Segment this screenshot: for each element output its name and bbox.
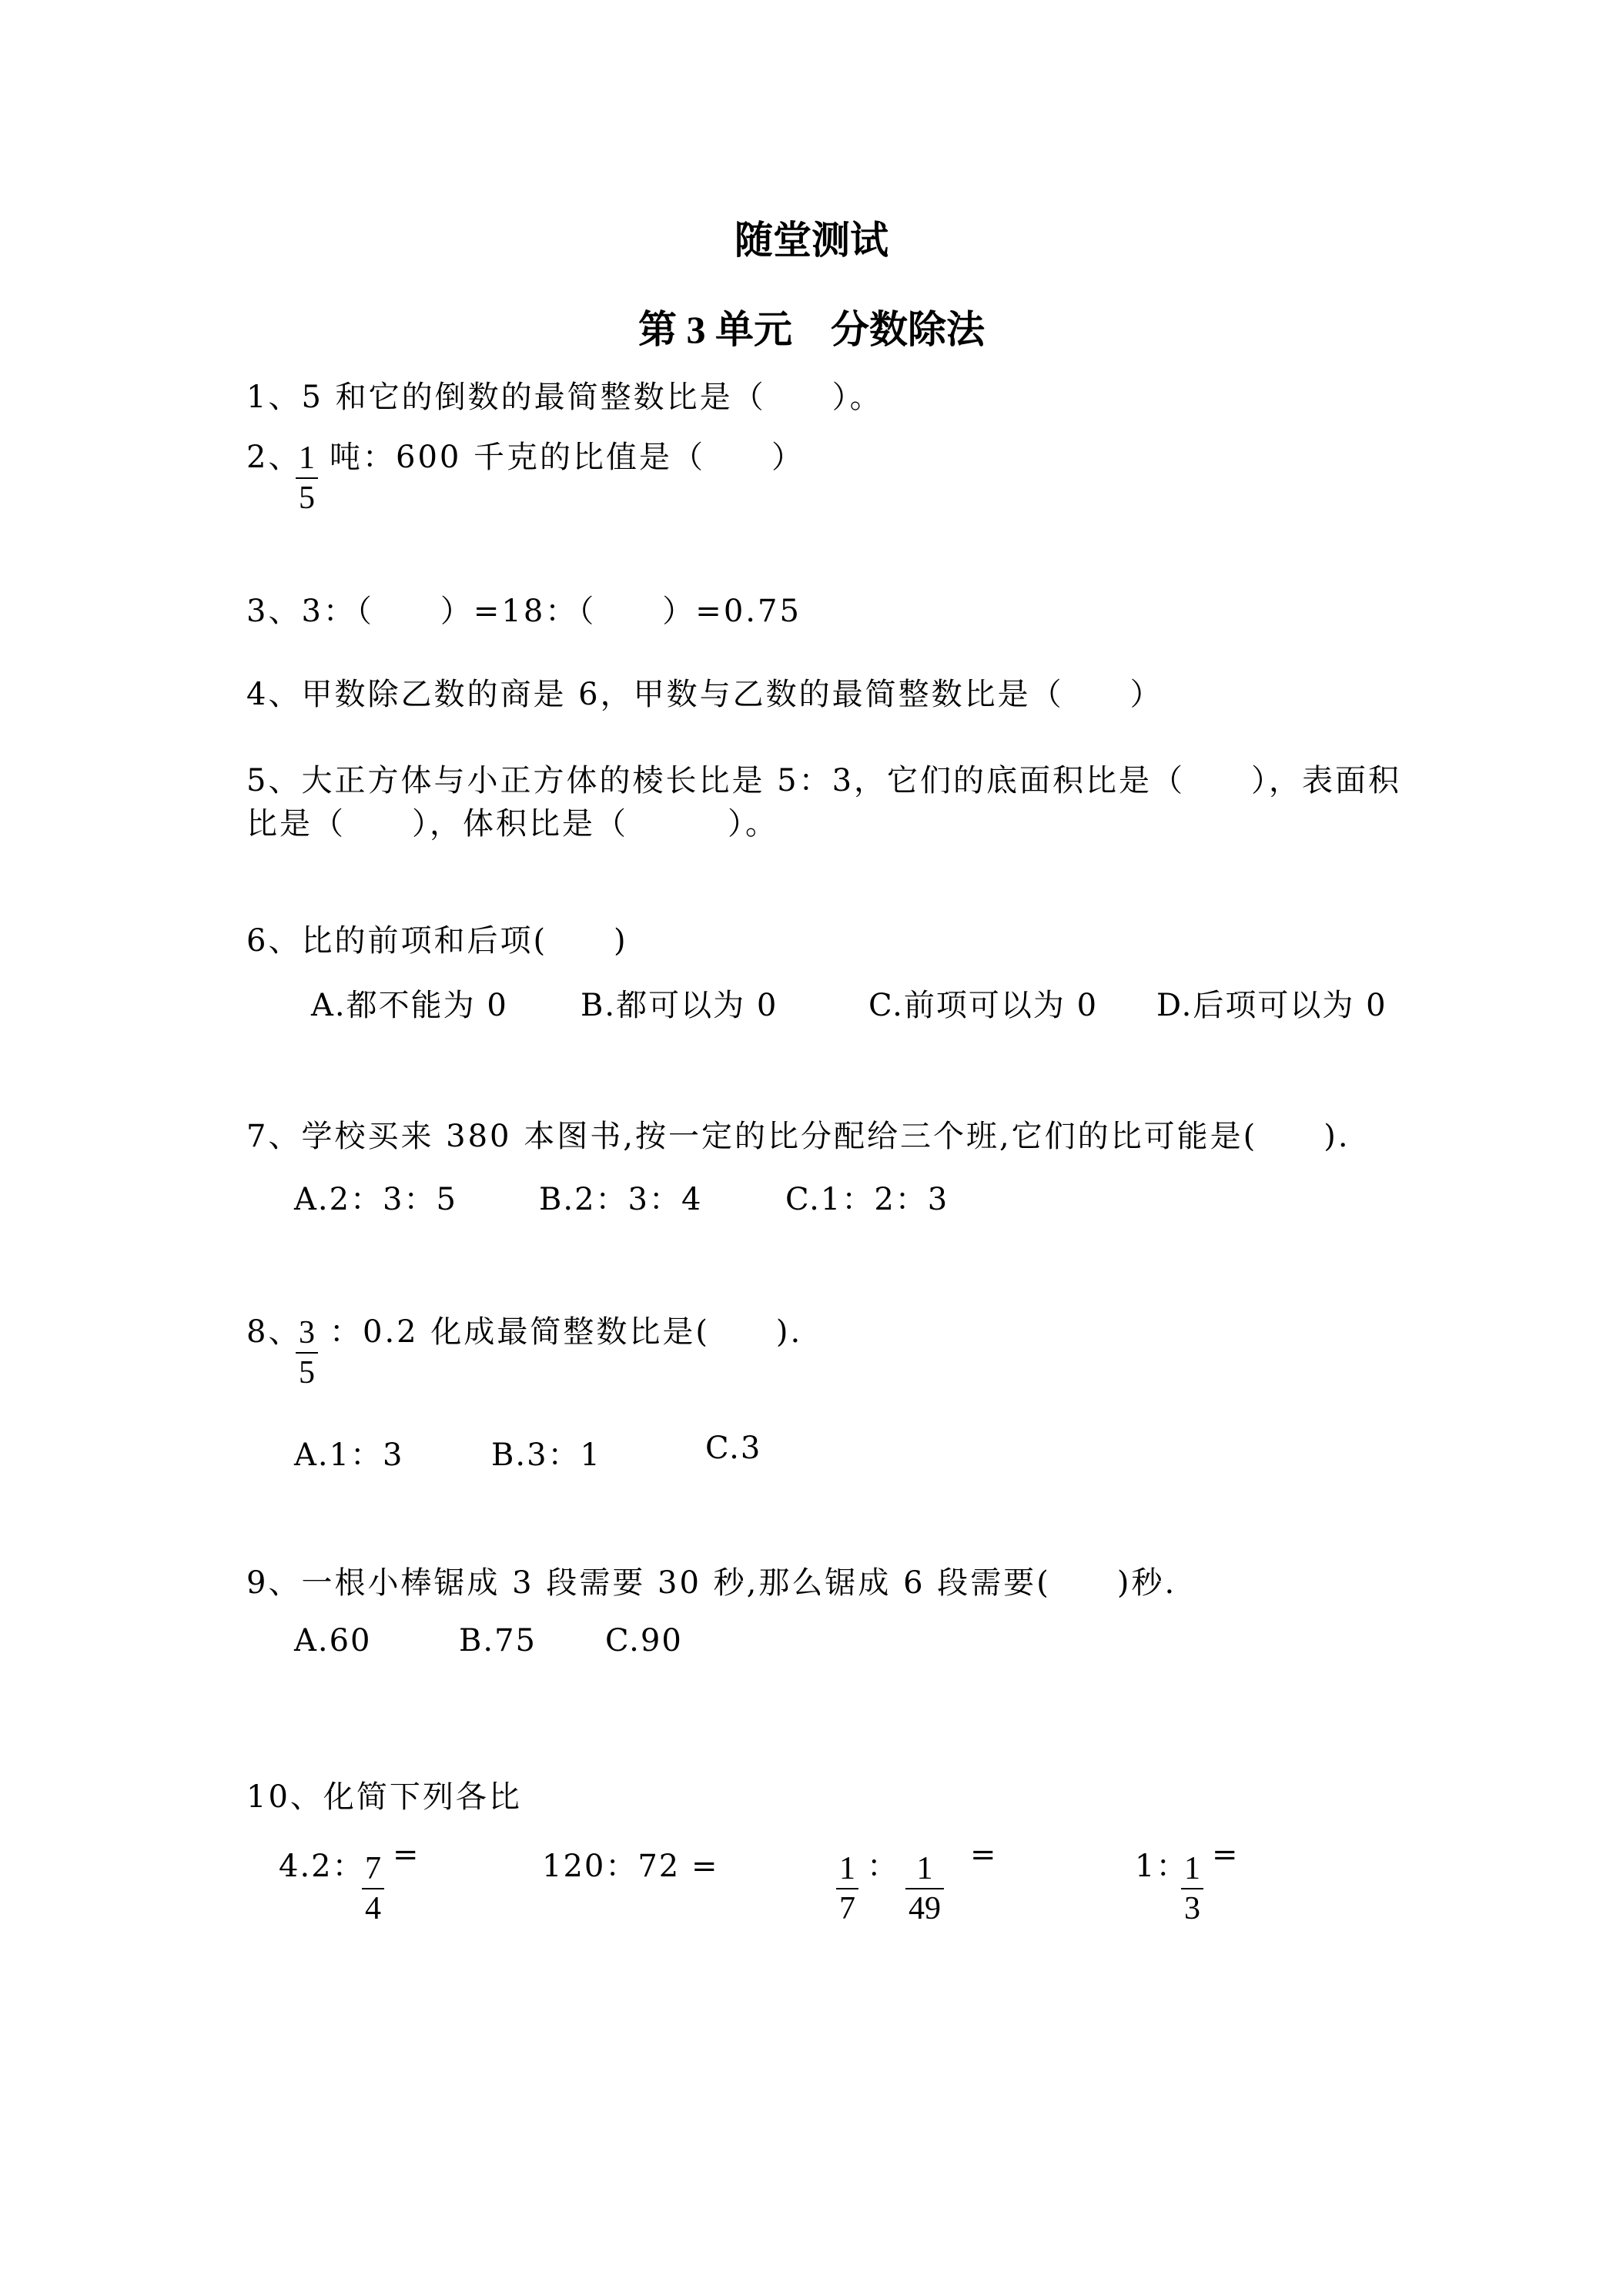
question-2-prefix: 2、: [246, 440, 302, 475]
question-8-prefix: 8、: [246, 1314, 302, 1350]
fraction-denominator: 49: [909, 1891, 941, 1926]
question-6-option-b: B.都可以为 0: [581, 988, 778, 1023]
q10-item-1-lead: 4.2：: [279, 1849, 365, 1884]
question-6: 6、比的前项和后项( ): [246, 923, 628, 959]
question-9: 9、一根小棒锯成 3 段需要 30 秒,那么锯成 6 段需要( )秒.: [246, 1565, 1177, 1601]
q10-item-4-lead: 1：: [1135, 1849, 1189, 1884]
question-2-fraction: [296, 439, 318, 517]
q10-item-3-fraction-1: [836, 1849, 858, 1928]
fraction-denominator: 3: [1184, 1891, 1200, 1926]
fraction-numerator: 1: [1184, 1851, 1200, 1886]
fraction-numerator: 7: [365, 1851, 381, 1886]
question-7-option-b: B.2：3：4: [539, 1182, 703, 1217]
question-4: 4、甲数除乙数的商是 6，甲数与乙数的最简整数比是（ ）: [246, 677, 1163, 712]
fraction-numerator: 3: [299, 1315, 315, 1350]
question-8-option-a: A.1：3: [294, 1438, 404, 1473]
q10-item-2: 120：72 =: [542, 1849, 719, 1884]
question-5-line-1: 5、大正方体与小正方体的棱长比是 5：3，它们的底面积比是（ ），表面积: [246, 763, 1402, 798]
question-6-option-d: D.后项可以为 0: [1156, 988, 1387, 1023]
question-2-text: 吨：600 千克的比值是（ ）: [330, 440, 805, 475]
question-8-text: ：0.2 化成最简整数比是( ).: [330, 1314, 803, 1350]
question-8-fraction: [296, 1314, 318, 1392]
question-7-option-a: A.2：3：5: [294, 1182, 457, 1217]
fraction-denominator: 5: [299, 480, 315, 516]
q10-item-3-fraction-2: [905, 1849, 944, 1928]
question-1: 1、5 和它的倒数的最简整数比是（ ）。: [246, 380, 883, 415]
page-title: 随堂测试: [735, 219, 888, 262]
q10-item-4-fraction: [1181, 1849, 1203, 1928]
fraction-denominator: 5: [299, 1355, 315, 1391]
question-6-option-a: A.都不能为 0: [311, 988, 508, 1023]
question-9-option-c: C.90: [605, 1623, 683, 1658]
fraction-denominator: 4: [365, 1891, 381, 1926]
q10-item-3-equals: =: [970, 1837, 998, 1873]
fraction-numerator: 1: [299, 440, 315, 476]
question-7: 7、学校买来 380 本图书,按一定的比分配给三个班,它们的比可能是( ).: [246, 1119, 1350, 1154]
q10-item-4-equals: =: [1212, 1837, 1240, 1873]
question-3: 3、3：（ ）=18：（ ）=0.75: [246, 594, 801, 629]
question-7-option-c: C.1：2：3: [785, 1182, 949, 1217]
question-8-option-b: B.3：1: [491, 1438, 602, 1473]
question-8-option-c: C.3: [705, 1431, 762, 1466]
q10-item-1-fraction: [362, 1849, 384, 1928]
q10-item-3-separator: ：: [867, 1849, 899, 1884]
question-6-option-c: C.前项可以为 0: [868, 988, 1099, 1023]
fraction-numerator: 1: [916, 1851, 933, 1886]
unit-subtitle: 第 3 单元 分数除法: [638, 308, 985, 351]
fraction-denominator: 7: [839, 1891, 855, 1926]
question-10: 10、化简下列各比: [246, 1779, 522, 1815]
question-5-line-2: 比是（ ），体积比是（ ）。: [246, 806, 778, 842]
fraction-numerator: 1: [839, 1851, 855, 1886]
question-9-option-b: B.75: [459, 1623, 537, 1658]
question-9-option-a: A.60: [294, 1623, 372, 1658]
q10-item-1-equals: =: [393, 1837, 420, 1873]
